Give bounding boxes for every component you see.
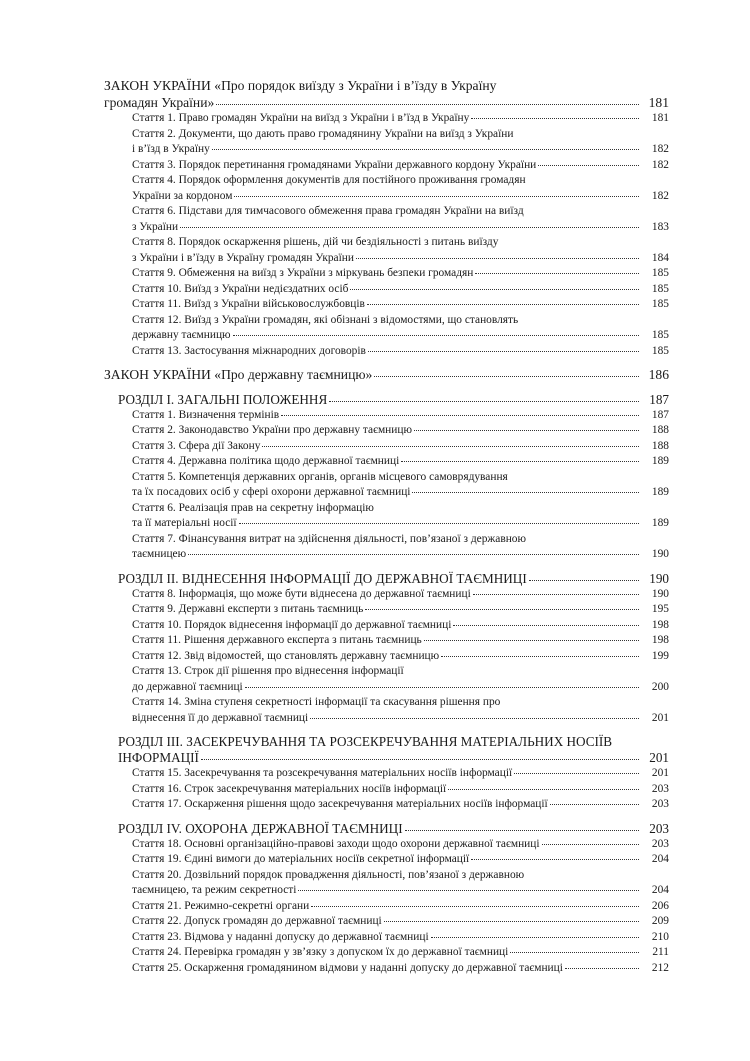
page-number: 181 [651,112,669,124]
page-number: 198 [651,618,669,631]
toc-entry-article[interactable] [104,945,669,961]
toc-entry-title: Стаття 11. Виїзд з України військовослужбовців [132,298,365,310]
toc-entry-line [132,618,669,634]
dot-leader [281,415,639,416]
toc-entry-article[interactable] [104,470,669,501]
toc-entry-line [118,571,669,587]
dot-leader [550,804,639,805]
dot-leader [538,165,639,166]
toc-entry-title: Стаття 17. Оскарження рішення щодо засекречування матеріальних носіїв інформації [132,798,548,810]
toc-entry-article[interactable] [104,297,669,313]
toc-entry-title: з України [132,220,179,233]
toc-entry-line [132,344,669,360]
toc-entry-article[interactable] [104,766,669,782]
toc-entry-title: Стаття 2. Законодавство України про державну таємницю [132,424,412,436]
toc-entry-article[interactable] [104,587,669,603]
page-number: 199 [651,649,669,662]
page-number: 203 [651,798,669,810]
toc-entry-section[interactable] [104,734,669,766]
toc-entry-article[interactable] [104,127,669,158]
dot-leader [529,580,639,581]
toc-entry-article[interactable] [104,282,669,298]
toc-entry-article[interactable] [104,173,669,204]
page-number: 203 [651,837,669,850]
toc-entry-line [132,313,669,329]
toc-entry-title: Стаття 8. Порядок оскарження рішень, дій чи бездіяльності з питань виїзду [132,236,499,248]
toc-entry-line [132,649,669,665]
toc-entry-article[interactable] [104,344,669,360]
toc-entry-line [132,501,669,517]
toc-entry-line [104,78,669,95]
toc-entry-title: і в’їзд в Україну [132,143,210,155]
dot-leader [414,430,639,431]
toc-entry-title: Стаття 18. Основні організаційно-правові заходи щодо охорони державної таємниці [132,837,540,850]
dot-leader [367,304,639,305]
toc-entry-line [132,297,669,313]
dot-leader [542,844,639,845]
dot-leader [239,523,639,524]
toc-entry-line [132,158,669,174]
dot-leader [514,773,639,774]
page-number: 181 [648,94,669,110]
toc-entry-line [132,485,669,501]
dot-leader [441,656,639,657]
toc-entry-article[interactable] [104,837,669,853]
toc-entry-line [132,766,669,782]
toc-entry-article[interactable] [104,235,669,266]
toc-entry-title: Стаття 1. Право громадян України на виїзд з України і в’їзд в Україну [132,112,470,124]
page-number: 188 [651,439,669,452]
toc-entry-line [132,711,669,727]
dot-leader [384,921,639,922]
table-of-contents [104,78,669,976]
toc-entry-line [118,750,669,766]
dot-leader [180,227,639,228]
dot-leader [473,594,639,595]
dot-leader [233,335,639,336]
toc-entry-article[interactable] [104,454,669,470]
toc-entry-title: Стаття 3. Порядок перетинання громадянами України державного кордону України [132,158,537,171]
dot-leader [329,401,639,402]
dot-leader [412,492,639,493]
toc-entry-line [132,883,669,899]
dot-leader [448,789,639,790]
toc-entry-law[interactable] [104,367,669,384]
page-number: 201 [651,767,669,779]
page-number: 200 [651,680,669,693]
toc-entry-line [132,328,669,344]
toc-entry-title: Стаття 10. Виїзд з України недієздатних осіб [132,282,349,295]
toc-entry-title: ЗАКОН УКРАЇНИ «Про державну таємницю» [104,367,373,382]
toc-entry-title: таємницею, та режим секретності [132,884,297,896]
toc-entry-article[interactable] [104,618,669,634]
dot-leader [471,859,639,860]
toc-entry-title: РОЗДІЛ ІІ. ВІДНЕСЕННЯ ІНФОРМАЦІЇ ДО ДЕРЖАВНОЇ ТАЄМНИЦІ [118,570,527,586]
toc-entry-line [132,914,669,930]
toc-entry-line [132,587,669,603]
toc-entry-line [132,852,669,868]
toc-entry-title: РОЗДІЛ ІІІ. ЗАСЕКРЕЧУВАННЯ ТА РОЗСЕКРЕЧУВАННЯ МАТЕРІАЛЬНИХ НОСІЇВ [118,734,613,749]
toc-entry-title: Стаття 22. Допуск громадян до державної таємниці [132,915,382,927]
toc-entry-title: ЗАКОН УКРАЇНИ «Про порядок виїзду з України і в’їзду в Україну [104,78,497,93]
toc-entry-title: Стаття 10. Порядок віднесення інформації до державної таємниці [132,618,452,631]
toc-entry-title: та її матеріальні носії [132,517,237,529]
toc-entry-article[interactable] [104,868,669,899]
toc-entry-line [132,516,669,532]
toc-entry-article[interactable] [104,158,669,174]
page-number: 185 [651,267,669,279]
toc-entry-title: Стаття 6. Підстави для тимчасового обмеження права громадян України на виїзд [132,205,524,217]
toc-entry-line [132,454,669,470]
dot-leader [201,759,639,760]
page-number: 187 [651,408,669,421]
toc-entry-line [132,680,669,696]
toc-entry-title: таємницею [132,548,187,560]
page-number: 182 [651,143,669,155]
toc-entry-title: Стаття 13. Строк дії рішення про віднесення інформації [132,665,404,677]
toc-entry-line [132,837,669,853]
toc-entry-title: до державної таємниці [132,680,243,693]
toc-entry-article[interactable] [104,111,669,127]
toc-entry-article[interactable] [104,532,669,563]
page-number: 201 [649,750,669,765]
dot-leader [565,968,639,969]
toc-entry-article[interactable] [104,501,669,532]
dot-leader [262,446,639,447]
toc-entry-line [104,367,669,384]
page-number: 182 [651,158,669,171]
toc-entry-line [132,111,669,127]
toc-entry-line [132,797,669,813]
toc-entry-title: Стаття 24. Перевірка громадян у зв’язку з допуском їх до державної таємниці [132,946,509,958]
toc-entry-line [118,821,669,837]
toc-entry-title: Стаття 2. Документи, що дають право громадянину України на виїзд з України [132,127,514,140]
toc-entry-line [132,220,669,236]
toc-entry-article[interactable] [104,633,669,649]
dot-leader [471,118,639,119]
toc-entry-line [132,282,669,298]
page-number: 188 [651,424,669,436]
toc-entry-title: віднесення її до державної таємниці [132,711,309,724]
toc-entry-section[interactable] [104,392,669,408]
toc-entry-title: України за кордоном [132,189,233,202]
toc-entry-article[interactable] [104,423,669,439]
page-number: 209 [651,915,669,927]
toc-entry-title: ІНФОРМАЦІЇ [118,750,199,765]
toc-entry-title: Стаття 1. Визначення термінів [132,408,280,421]
toc-entry-line [118,392,669,408]
page-number: 189 [651,486,669,498]
page-number: 206 [651,899,669,912]
toc-entry-line [118,734,669,750]
dot-leader [368,351,639,352]
page-number: 182 [651,189,669,202]
toc-entry-title: РОЗДІЛ І. ЗАГАЛЬНІ ПОЛОЖЕННЯ [118,391,328,407]
toc-entry-line [132,470,669,486]
toc-entry-title: Стаття 21. Режимно-секретні органи [132,899,310,912]
toc-entry-article[interactable] [104,852,669,868]
toc-entry-title: Стаття 14. Зміна ступеня секретності інформації та скасування рішення про [132,696,501,708]
toc-entry-line [132,868,669,884]
page-number: 190 [651,548,669,560]
page-number: 189 [651,455,669,467]
toc-entry-line [132,930,669,946]
toc-entry-title: Стаття 7. Фінансування витрат на здійснення діяльності, пов’язаної з державною [132,532,526,545]
toc-entry-line [132,204,669,220]
toc-entry-title: Стаття 13. Застосування міжнародних договорів [132,344,366,357]
toc-entry-title: Стаття 23. Відмова у наданні допуску до державної таємниці [132,930,429,943]
toc-entry-line [132,547,669,563]
page-number: 204 [651,884,669,896]
dot-leader [350,289,639,290]
toc-entry-section[interactable] [104,821,669,837]
toc-entry-title: Стаття 3. Сфера дії Закону [132,439,261,452]
toc-entry-article[interactable] [104,664,669,695]
toc-entry-line [132,142,669,158]
toc-entry-article[interactable] [104,649,669,665]
toc-entry-line [104,95,669,112]
toc-entry-article[interactable] [104,313,669,344]
page-number: 190 [649,570,669,586]
toc-entry-article[interactable] [104,408,669,424]
toc-entry-article[interactable] [104,782,669,798]
page-number: 203 [651,782,669,795]
dot-leader [475,273,639,274]
toc-entry-law[interactable] [104,78,669,111]
dot-leader [405,830,639,831]
toc-entry-article[interactable] [104,961,669,977]
dot-leader [311,906,639,907]
toc-entry-line [132,602,669,618]
dot-leader [431,937,639,938]
toc-entry-line [132,439,669,455]
toc-entry-article[interactable] [104,439,669,455]
page-number: 212 [651,961,669,974]
page-number: 185 [651,344,669,357]
toc-entry-title: громадян України» [104,94,215,110]
toc-entry-line [132,664,669,680]
page-number: 186 [648,367,669,382]
page-number: 185 [651,298,669,310]
page-number: 184 [651,251,669,264]
toc-entry-title: Стаття 12. Виїзд з України громадян, які обізнані з відомостями, що становлять [132,313,519,326]
toc-entry-title: Стаття 4. Порядок оформлення документів для постійного проживання громадян [132,174,526,186]
page-number: 183 [651,220,669,233]
toc-entry-line [132,251,669,267]
toc-entry-title: Стаття 6. Реалізація прав на секретну інформацію [132,501,374,514]
dot-leader [510,952,639,953]
toc-entry-title: Стаття 8. Інформація, що може бути віднесена до державної таємниці [132,587,471,600]
dot-leader [216,104,639,105]
toc-entry-article[interactable] [104,695,669,726]
dot-leader [234,196,639,197]
toc-entry-title: та їх посадових осіб у сфері охорони державної таємниці [132,486,411,498]
toc-entry-article[interactable] [104,602,669,618]
toc-entry-line [132,408,669,424]
toc-entry-article[interactable] [104,266,669,282]
toc-entry-line [132,173,669,189]
toc-entry-title: Стаття 12. Звід відомостей, що становлять державну таємницю [132,649,440,662]
toc-entry-title: Стаття 9. Державні експерти з питань таємниць [132,603,364,615]
page-number: 185 [651,329,669,341]
toc-entry-article[interactable] [104,797,669,813]
toc-entry-article[interactable] [104,899,669,915]
toc-entry-title: Стаття 5. Компетенція державних органів, органів місцевого самоврядування [132,470,508,483]
page-number: 201 [651,711,669,724]
toc-entry-title: РОЗДІЛ IV. ОХОРОНА ДЕРЖАВНОЇ ТАЄМНИЦІ [118,820,403,836]
page-number: 203 [649,820,669,836]
dot-leader [453,625,639,626]
toc-entry-line [132,633,669,649]
dot-leader [298,890,639,891]
toc-entry-line [132,423,669,439]
toc-entry-title: Стаття 15. Засекречування та розсекречування матеріальних носіїв інформації [132,767,513,779]
dot-leader [188,554,639,555]
toc-entry-line [132,782,669,798]
dot-leader [424,640,639,641]
page-number: 204 [651,853,669,865]
toc-entry-line [132,127,669,143]
dot-leader [374,376,639,377]
toc-entry-line [132,961,669,977]
toc-entry-title: Стаття 25. Оскарження громадянином відмови у наданні допуску до державної таємниці [132,961,563,974]
page-number: 198 [651,634,669,646]
page-number: 189 [651,517,669,529]
dot-leader [356,258,639,259]
page-number: 210 [651,930,669,943]
page-number: 185 [651,282,669,295]
toc-entry-line [132,532,669,548]
toc-entry-line [132,899,669,915]
dot-leader [212,149,639,150]
toc-entry-title: Стаття 9. Обмеження на виїзд з України з міркувань безпеки громадян [132,267,474,279]
toc-entry-title: Стаття 20. Дозвільний порядок провадження діяльності, пов’язаної з державною [132,868,525,881]
toc-entry-line [132,266,669,282]
toc-entry-title: Стаття 4. Державна політика щодо державної таємниці [132,455,400,467]
toc-entry-line [132,945,669,961]
dot-leader [245,687,639,688]
toc-entry-article[interactable] [104,914,669,930]
page-number: 195 [651,603,669,615]
toc-entry-line [132,235,669,251]
dot-leader [401,461,639,462]
toc-entry-article[interactable] [104,204,669,235]
toc-entry-title: Стаття 11. Рішення державного експерта з питань таємниць [132,634,422,646]
page-number: 187 [649,391,669,407]
toc-entry-section[interactable] [104,571,669,587]
toc-entry-title: Стаття 19. Єдині вимоги до матеріальних носіїв секретної інформації [132,853,470,865]
page-number: 211 [652,946,669,958]
toc-entry-title: з України і в’їзду в Україну громадян України [132,251,354,264]
toc-entry-line [132,695,669,711]
page-number: 190 [651,587,669,600]
toc-entry-line [132,189,669,205]
toc-entry-title: Стаття 16. Строк засекречування матеріальних носіїв інформації [132,782,447,795]
toc-entry-article[interactable] [104,930,669,946]
dot-leader [365,609,639,610]
toc-entry-title: державну таємницю [132,329,231,341]
dot-leader [310,718,639,719]
